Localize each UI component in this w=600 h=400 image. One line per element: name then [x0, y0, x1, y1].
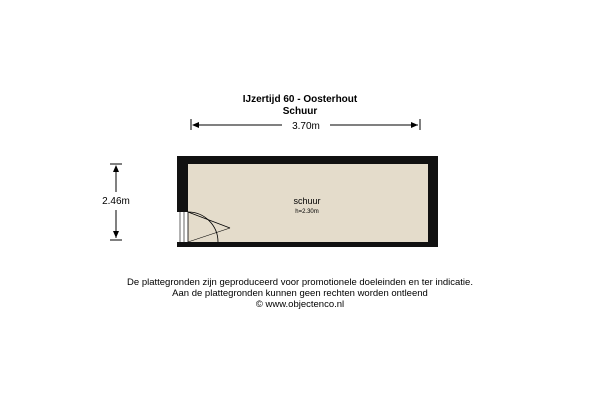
copyright-line: © www.objectenco.nl	[255, 299, 345, 310]
depth-dimension	[102, 164, 130, 240]
room-title: Schuur	[282, 106, 318, 117]
disclaimer-line-2: Aan de plattegronden kunnen geen rechten worden ontleend	[172, 288, 428, 299]
room-height-label: h=2.30m	[295, 209, 319, 215]
room-name-label: schuur	[293, 196, 321, 206]
depth-dimension-label: 2.46m	[102, 196, 130, 207]
width-dimension	[191, 119, 420, 132]
door-opening	[177, 212, 188, 242]
disclaimer-line-1: De plattegronden zijn geproduceerd voor promotionele doeleinden en ter indicatie.	[127, 277, 473, 288]
address-title: IJzertijd 60 - Oosterhout	[242, 94, 358, 105]
width-dimension-label: 3.70m	[292, 121, 320, 132]
